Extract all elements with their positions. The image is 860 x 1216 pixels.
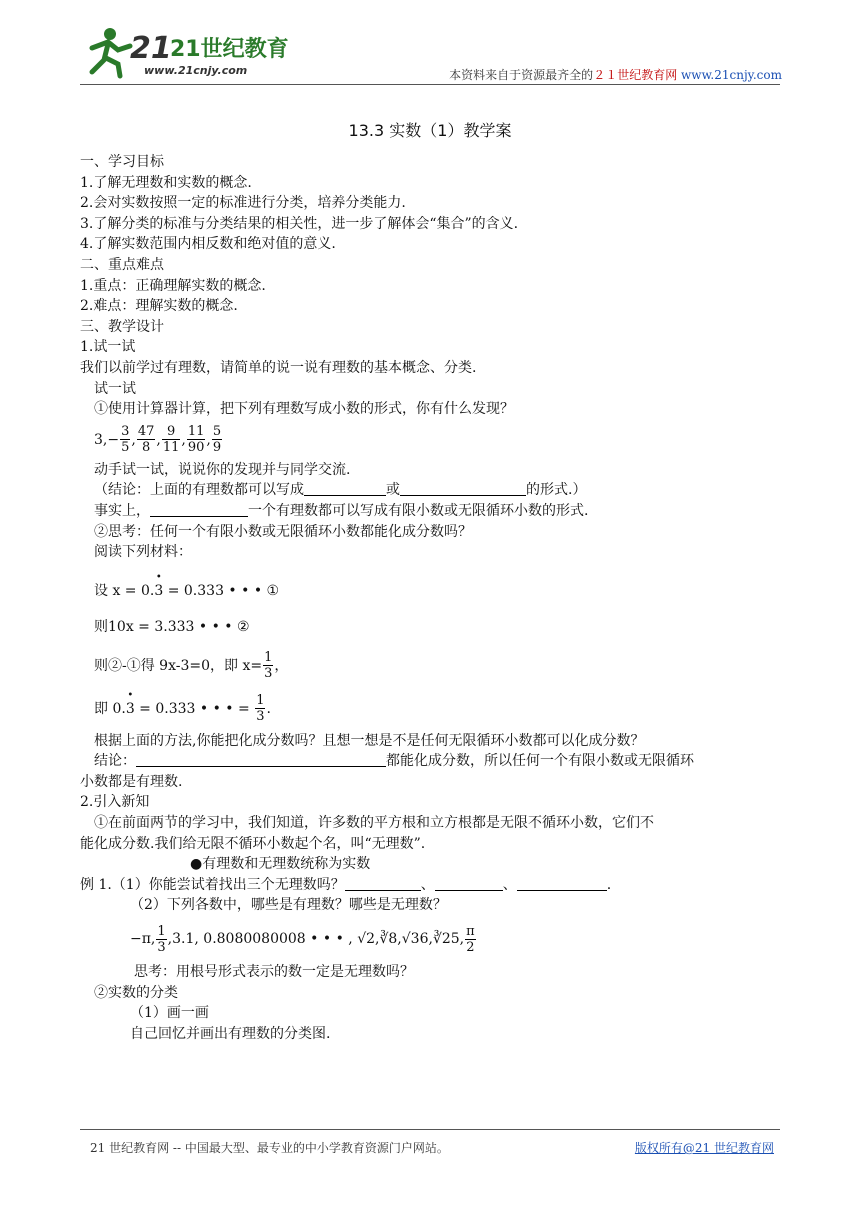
source-brand[interactable]: ２１世纪教育网: [593, 68, 678, 82]
example-1: 例 1.（1）你能尝试着找出三个无理数吗？ 、 、 .: [80, 876, 612, 893]
paragraph: 动手试一试，说说你的发现并与同学交流.: [94, 461, 351, 478]
paragraph: 根据上面的方法,你能把化成分数吗？且想一想是不是任何无限循环小数都可以化成分数？: [94, 732, 645, 749]
fraction: $\frac{9}{11}$: [162, 424, 180, 456]
keypoint-item: 2.难点：理解实数的概念.: [80, 298, 238, 315]
fraction: $\frac{\pi}{2}$: [466, 923, 475, 955]
definition: ●有理数和无理数统称为实数: [190, 856, 371, 873]
source-prefix: 本资料来自于资源最齐全的: [449, 68, 594, 82]
fraction: $\frac{11}{90}$: [187, 424, 205, 456]
subsection-title: （1）画一画: [130, 1005, 209, 1022]
page-title: 13.3 实数（1）教学案: [348, 121, 512, 140]
logo-url: www.21cnjy.com: [144, 64, 248, 77]
subsection-title: 2.引入新知: [80, 794, 150, 811]
math-line: 设 x = 0.• 3 = 0.333 • • • ①: [80, 573, 780, 609]
number-list: 3,− $\frac{3}{5}$ , $\frac{47}{8}$ , $\frac{9}{11}$ , $\frac{11}{90}$ , $\frac{5}{9}$: [94, 424, 222, 456]
logo-text: 21世纪教育: [170, 37, 289, 62]
question-1: ①使用计算器计算，把下列有理数写成小数的形式，你有什么发现？: [94, 401, 514, 418]
fill-blank[interactable]: [136, 752, 386, 767]
footer-text: 21 世纪教育网 -- 中国最大型、最专业的中小学教育资源门户网站。: [90, 1141, 449, 1155]
objective-item: 3.了解分类的标准与分类结果的相关性，进一步了解体会“集合”的含义.: [80, 215, 519, 232]
section-heading: 一、学习目标: [80, 154, 164, 170]
logo-runner-icon: [84, 20, 294, 82]
number-list: −π, $\frac{1}{3}$ ,3.1, 0.8080080008 • • • , √2,∛8,√36,∛25, $\frac{\pi}{2}$: [130, 923, 475, 955]
fill-blank[interactable]: [517, 876, 607, 891]
conclusion-line: （结论：上面的有理数都可以写成 或 的形式.）: [94, 482, 587, 499]
math-line: 则10x = 3.333 • • • ②: [94, 618, 250, 635]
paragraph: 小数都是有理数.: [80, 773, 183, 790]
fraction: $\frac{5}{9}$: [212, 424, 222, 456]
document-body: [80, 152, 780, 1044]
copyright-link[interactable]: 版权所有@21 世纪教育网: [634, 1141, 774, 1155]
objective-item: 1.了解无理数和实数的概念.: [80, 174, 252, 191]
header-source: [449, 66, 782, 83]
fill-blank[interactable]: [345, 876, 421, 891]
paragraph: ①在前面两节的学习中，我们知道，许多数的平方根和立方根都是无限不循环小数，它们不: [94, 815, 654, 832]
objective-item: 2.会对实数按照一定的标准进行分类，培养分类能力.: [80, 195, 406, 212]
math-line: 即 0.• 3 = 0.333 • • • = $\frac{1}{3}$ .: [80, 687, 780, 731]
footer-rule: [80, 1129, 780, 1130]
objective-item: 4.了解实数范围内相反数和绝对值的意义.: [80, 236, 336, 253]
question-3: 思考：用根号形式表示的数一定是无理数吗？: [134, 964, 414, 981]
section-heading: 二、重点难点: [80, 256, 164, 273]
fraction: $\frac{1}{3}$: [256, 693, 265, 725]
svg-text:21: 21: [130, 31, 172, 66]
header-rule: [80, 84, 780, 85]
paragraph: 能化成分数.我们给无限不循环小数起个名，叫“无理数”.: [80, 835, 426, 852]
paragraph: 阅读下列材料：: [94, 544, 192, 561]
fill-blank[interactable]: [435, 876, 503, 891]
paragraph: 自己回忆并画出有理数的分类图.: [130, 1025, 331, 1042]
try-label: 试一试: [94, 380, 136, 397]
fact-line: 事实上， 一个有理数都可以写成有限小数或无限循环小数的形式.: [94, 502, 589, 519]
source-url-link[interactable]: www.21cnjy.com: [681, 68, 782, 82]
fraction: $\frac{1}{3}$: [157, 923, 166, 955]
keypoint-item: 1.重点：正确理解实数的概念.: [80, 277, 266, 294]
fraction: $\frac{1}{3}$: [264, 650, 273, 682]
subsection-title: 1.试一试: [80, 339, 136, 356]
final-conclusion: 结论： 都能化成分数，所以任何一个有限小数或无限循环: [94, 753, 694, 770]
fraction: $\frac{3}{5}$: [121, 424, 130, 456]
fill-blank[interactable]: [150, 502, 248, 517]
example-2: （2）下列各数中，哪些是有理数？哪些是无理数？: [130, 897, 447, 914]
paragraph: 我们以前学过有理数，请简单的说一说有理数的基本概念、分类.: [80, 359, 477, 376]
fill-blank[interactable]: [304, 481, 386, 496]
section-heading: 三、教学设计: [80, 318, 164, 335]
site-logo[interactable]: [84, 20, 294, 82]
math-line: 则②-①得 9x-3=0，即 x= $\frac{1}{3}$ ，: [94, 650, 289, 682]
fill-blank[interactable]: [400, 481, 526, 496]
fraction: $\frac{47}{8}$: [137, 424, 155, 456]
subsection-title: ②实数的分类: [94, 984, 178, 1001]
question-2: ②思考：任何一个有限小数或无限循环小数都能化成分数吗？: [94, 523, 472, 540]
